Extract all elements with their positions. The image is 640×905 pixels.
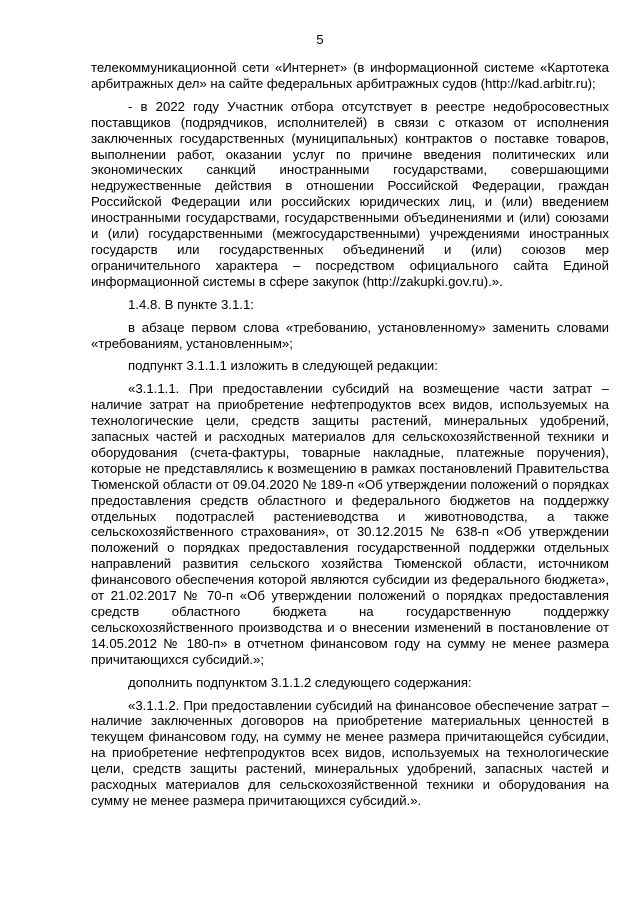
- document-body: [91, 60, 609, 816]
- paragraph-item-1-4-8: 1.4.8. В пункте 3.1.1:: [128, 296, 254, 312]
- paragraph-registry-clause: - в 2022 году Участник отбора отсутствует в реестре недобросовестных поставщиков (подрядчиков, исполнителей) в связи с отказом от исполнения заключенных государственных (муниципальных) контрактов о поставке товаров, выполнении работ, оказании услуг по причине введения политических или экономических санкций иностранными государствами, совершающими недружественные действия в отношении Российской Федерации, граждан Российской Федерации или российских юридических лиц, и (или) введением иностранными государствами, государственными объединениями и (или) союзами и (или) государственными (межгосударственными) учреждениями иностранных государств или государственных объединений и (или) союзов мер ограничительного характера – посредством официального сайта Единой информационной системы в сфере закупок (http://zakupki.gov.ru).».: [91, 98, 609, 289]
- paragraph-first-abzac-change: в абзаце первом слова «требованию, установленному» заменить словами «требованиям, установленным»;: [91, 319, 609, 351]
- paragraph-subitem-3-1-1-1: «3.1.1.1. При предоставлении субсидий на возмещение части затрат – наличие затрат на приобретение нефтепродуктов всех видов, используемых на технологические цели, средств защиты растений, минеральных удобрений, запасных частей и расходных материалов для сельскохозяйственной техники и оборудования (счета-фактуры, товарные накладные, платежные поручения), которые не представлялись к возмещению в рамках постановлений Правительства Тюменской области от 09.04.2020 № 189-п «Об утверждении положений о порядках предоставления средств областного и федерального бюджетов на поддержку отдельных подотраслей растениеводства и животноводства, а также сельскохозяйственного страхования», от 30.12.2015 № 638-п «Об утверждении положений о порядках предоставления государственной поддержки отдельных направлений развития сельского хозяйства Тюменской области, источником финансового обеспечения которой являются субсидии из федерального бюджета», от 21.02.2017 № 70-п «Об утверждении положений о порядках предоставления средств областного бюджета на государственную поддержку сельскохозяйственного производства и о внесении изменений в постановление от 14.05.2012 № 180-п» в отчетном финансовом году на сумму не менее размера причитающихся субсидий.»;: [91, 381, 609, 667]
- paragraph-subitem-3-1-1-2: «3.1.1.2. При предоставлении субсидий на финансовое обеспечение затрат – наличие заключенных договоров на приобретение материальных ценностей в текущем финансовом году, на сумму не менее размера причитающейся субсидии, на приобретение нефтепродуктов всех видов, используемых на технологические цели, средств защиты растений, минеральных удобрений, запасных частей и расходных материалов для сельскохозяйственной техники и оборудования на сумму не менее размера причитающихся субсидий.».: [91, 697, 609, 808]
- paragraph-continuation: телекоммуникационной сети «Интернет» (в информационной системе «Картотека арбитражных дел» на сайте федеральных арбитражных судов (http://kad.arbitr.ru);: [91, 60, 609, 91]
- paragraph-subitem-intro: подпункт 3.1.1.1 изложить в следующей редакции:: [128, 358, 438, 374]
- page-number: 5: [316, 32, 324, 47]
- paragraph-add-subitem: дополнить подпунктом 3.1.1.2 следующего содержания:: [128, 674, 472, 690]
